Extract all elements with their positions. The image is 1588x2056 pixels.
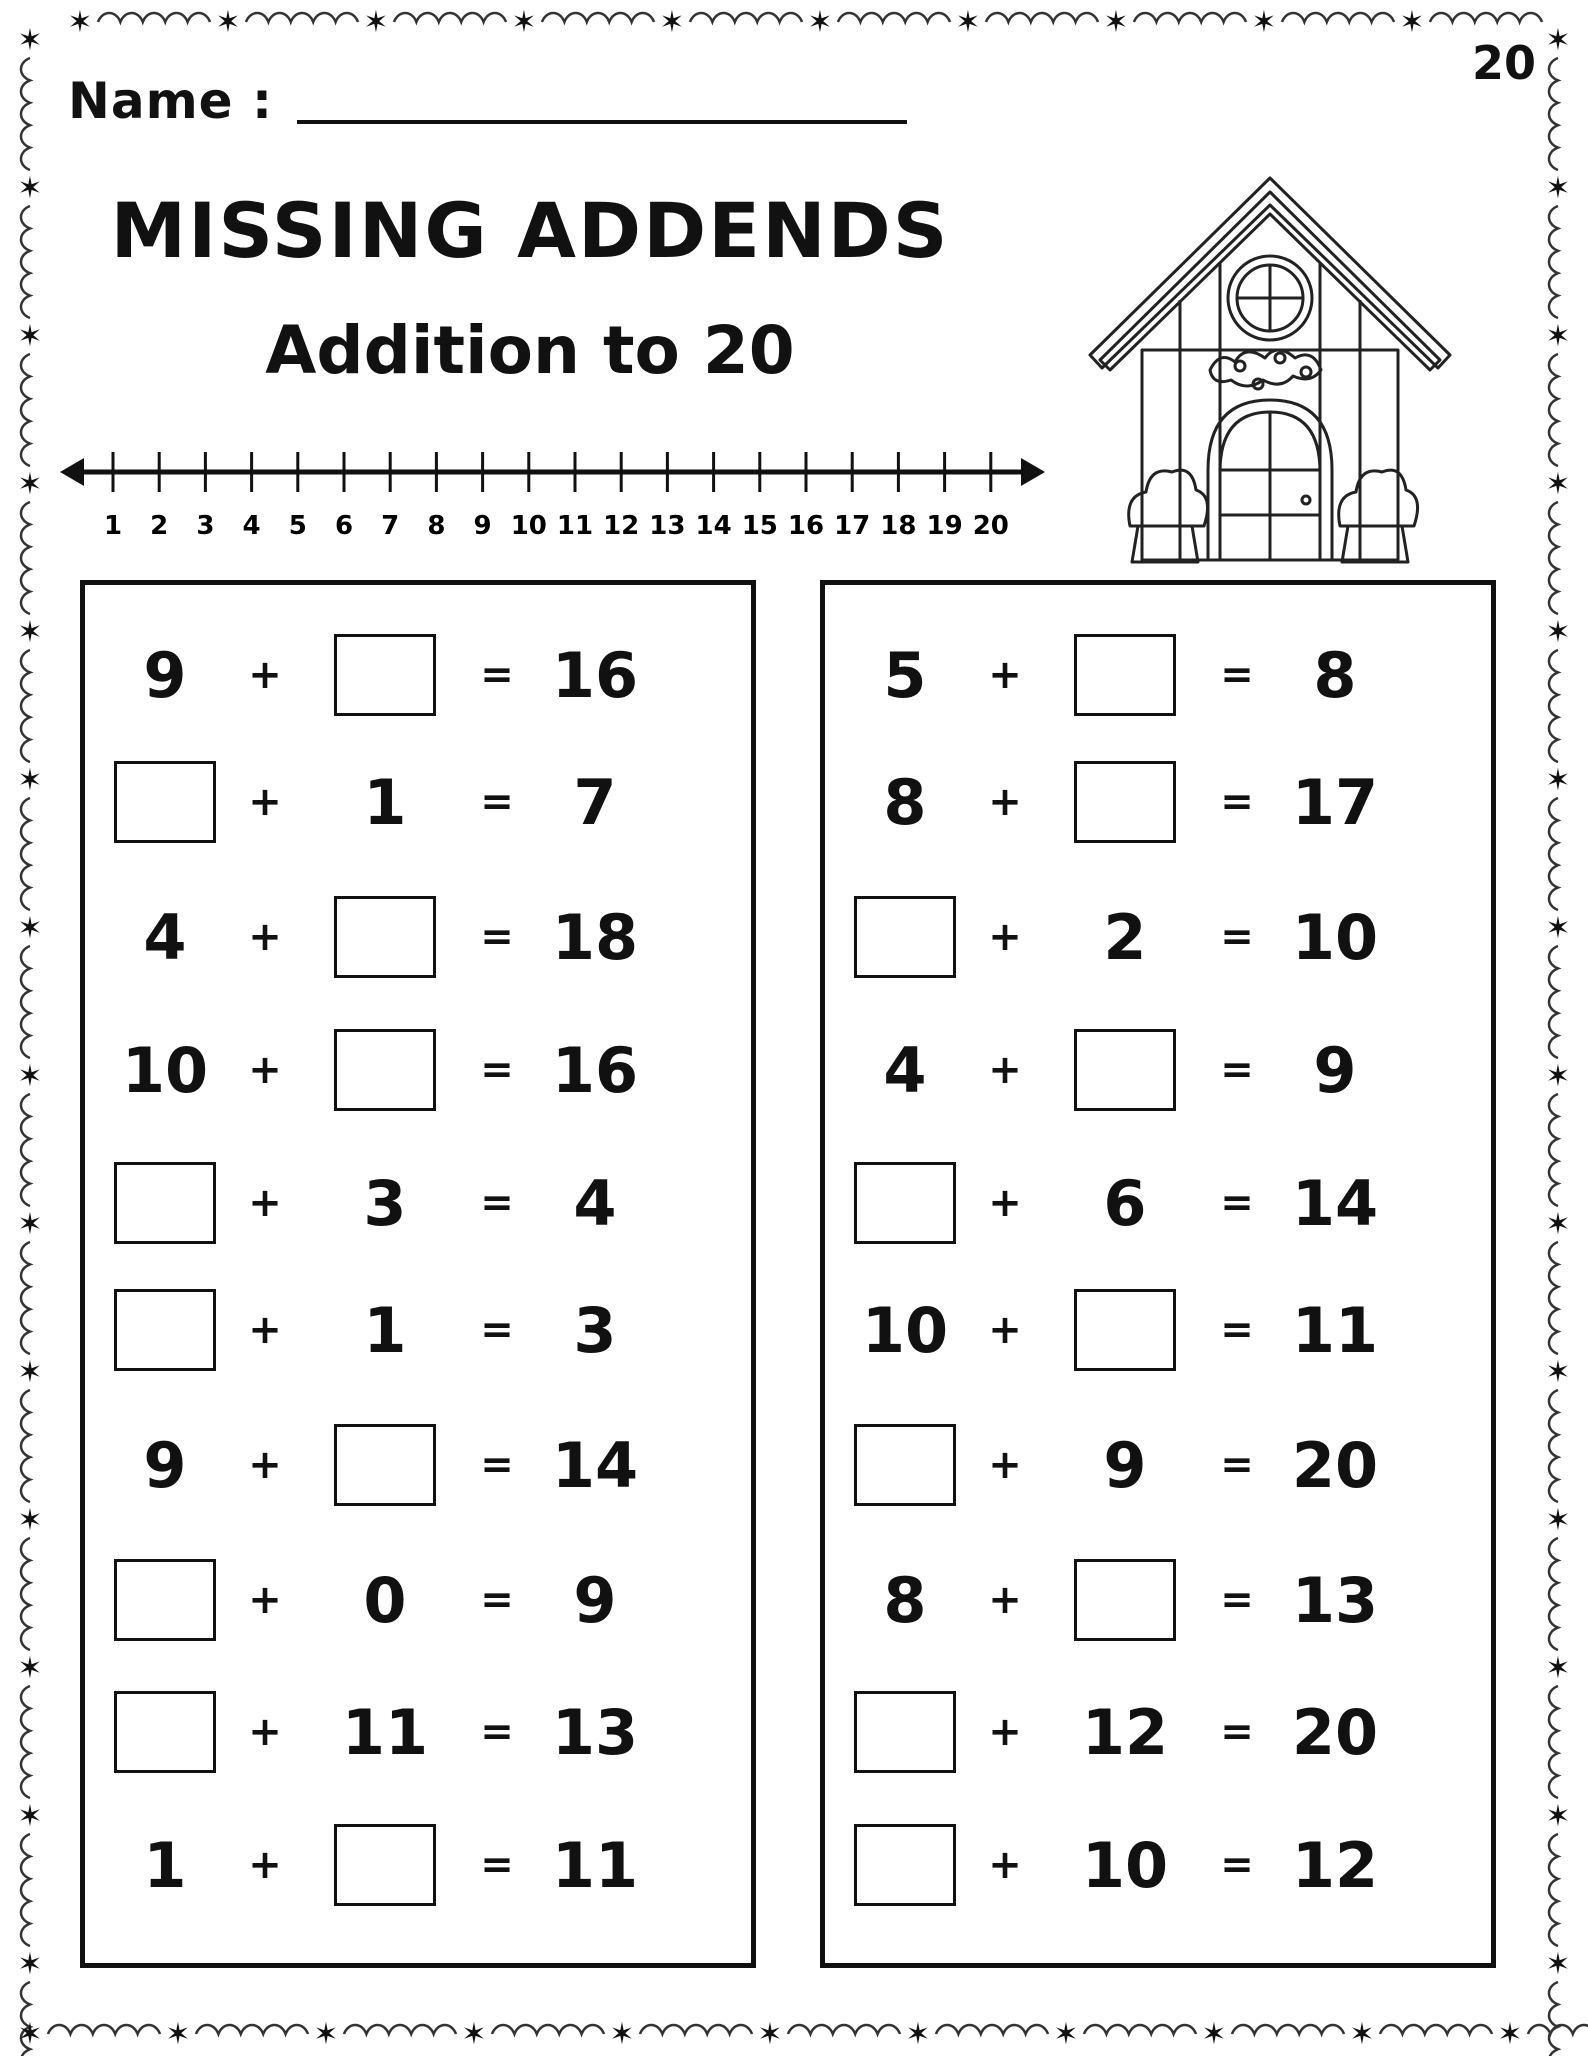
- scallop-border: [21, 1242, 30, 1354]
- star-icon: ✶: [215, 5, 241, 40]
- scallop-border: [1282, 13, 1394, 22]
- equation-row: [85, 1555, 751, 1645]
- star-icon: ✶: [659, 5, 685, 40]
- answer-box[interactable]: [114, 1285, 216, 1375]
- sum-value: 20: [1291, 1428, 1379, 1502]
- sum-value: 11: [1291, 1293, 1379, 1367]
- scallop-border: [48, 2025, 160, 2034]
- addend-one: 10: [861, 1293, 949, 1367]
- number-line-label: 4: [242, 511, 261, 541]
- answer-box[interactable]: [114, 757, 216, 847]
- star-icon: ✶: [1497, 2017, 1523, 2052]
- scallop-border: [1549, 946, 1558, 1058]
- scallop-border: [1084, 2025, 1196, 2034]
- blank-box[interactable]: [114, 1691, 216, 1773]
- scallop-border: [1549, 502, 1558, 614]
- equation-row: [85, 1025, 751, 1115]
- addend-one: 8: [883, 1563, 927, 1637]
- star-icon: ✶: [17, 1651, 43, 1686]
- scallop-border: [1549, 1538, 1558, 1650]
- star-icon: ✶: [165, 2017, 191, 2052]
- addend-one: 10: [121, 1033, 209, 1107]
- equals-sign: =: [1220, 1442, 1254, 1488]
- star-icon: ✶: [1545, 1355, 1571, 1390]
- star-icon: ✶: [1545, 171, 1571, 206]
- number-line-label: 3: [196, 511, 215, 541]
- addend-one: 5: [883, 638, 927, 712]
- answer-box[interactable]: [114, 1158, 216, 1248]
- addend-two: 6: [1103, 1166, 1147, 1240]
- equals-sign: =: [480, 1842, 514, 1888]
- scallop-border: [492, 2025, 604, 2034]
- star-icon: ✶: [1545, 763, 1571, 798]
- star-icon: ✶: [1545, 1503, 1571, 1538]
- scallop-border: [640, 2025, 752, 2034]
- addend-two: 10: [1081, 1828, 1169, 1902]
- plus-sign: +: [988, 652, 1022, 698]
- number-line-label: 8: [427, 511, 446, 541]
- blank-box[interactable]: [854, 1824, 956, 1906]
- equals-sign: =: [1220, 1180, 1254, 1226]
- star-icon: ✶: [17, 2017, 43, 2052]
- blank-box[interactable]: [854, 1424, 956, 1506]
- scallop-border: [838, 13, 950, 22]
- scallop-border: [788, 2025, 900, 2034]
- equation-row: [825, 1158, 1491, 1248]
- addend-two: 1: [363, 1293, 407, 1367]
- worksheet-subtitle: Addition to 20: [265, 312, 795, 389]
- equation-row: [85, 757, 751, 847]
- scallop-border: [21, 1094, 30, 1206]
- answer-box[interactable]: [854, 1420, 956, 1510]
- addend-two: 9: [1103, 1428, 1147, 1502]
- addend-one: 4: [883, 1033, 927, 1107]
- blank-box[interactable]: [854, 1691, 956, 1773]
- blank-box[interactable]: [1074, 761, 1176, 843]
- star-icon: ✶: [17, 1355, 43, 1390]
- star-icon: ✶: [17, 1059, 43, 1094]
- answer-box[interactable]: [334, 1820, 436, 1910]
- blank-box[interactable]: [1074, 1029, 1176, 1111]
- scallop-border: [21, 1538, 30, 1650]
- sum-value: 8: [1313, 638, 1357, 712]
- blank-box[interactable]: [1074, 1289, 1176, 1371]
- right-arrow-icon: [1021, 458, 1045, 486]
- name-field[interactable]: [297, 120, 907, 124]
- number-line-label: 14: [695, 511, 732, 541]
- star-icon: ✶: [955, 5, 981, 40]
- scallop-border: [344, 2025, 456, 2034]
- blank-box[interactable]: [114, 1289, 216, 1371]
- sum-value: 7: [573, 765, 617, 839]
- scallop-border: [394, 13, 506, 22]
- equation-row: [825, 630, 1491, 720]
- star-icon: ✶: [1053, 2017, 1079, 2052]
- addend-one: 8: [883, 765, 927, 839]
- answer-box[interactable]: [1074, 1025, 1176, 1115]
- star-icon: ✶: [511, 5, 537, 40]
- star-icon: ✶: [17, 467, 43, 502]
- sum-value: 16: [551, 1033, 639, 1107]
- number-line: [60, 440, 1050, 550]
- sum-value: 16: [551, 638, 639, 712]
- scallop-border: [1549, 1982, 1558, 2056]
- scallop-border: [1380, 2025, 1492, 2034]
- scallop-border: [1549, 1686, 1558, 1798]
- star-icon: ✶: [1545, 467, 1571, 502]
- answer-box[interactable]: [854, 1820, 956, 1910]
- scallop-border: [21, 1686, 30, 1798]
- sum-value: 14: [1291, 1166, 1379, 1240]
- equation-row: [85, 1285, 751, 1375]
- star-icon: ✶: [1545, 911, 1571, 946]
- addend-one: 9: [143, 638, 187, 712]
- plus-sign: +: [248, 1442, 282, 1488]
- equation-row: [85, 1420, 751, 1510]
- equals-sign: =: [480, 1577, 514, 1623]
- plus-sign: +: [248, 1307, 282, 1353]
- number-line-label: 15: [741, 511, 778, 541]
- sum-value: 20: [1291, 1695, 1379, 1769]
- star-icon: ✶: [17, 1799, 43, 1834]
- blank-box[interactable]: [1074, 1559, 1176, 1641]
- scallop-border: [542, 13, 654, 22]
- star-icon: ✶: [461, 2017, 487, 2052]
- scallop-border: [1549, 354, 1558, 466]
- equals-sign: =: [480, 914, 514, 960]
- plus-sign: +: [248, 1577, 282, 1623]
- answer-box[interactable]: [334, 630, 436, 720]
- blank-box[interactable]: [114, 761, 216, 843]
- sum-value: 12: [1291, 1828, 1379, 1902]
- addend-one: 9: [143, 1428, 187, 1502]
- star-icon: ✶: [17, 171, 43, 206]
- number-line-label: 11: [556, 511, 594, 541]
- answer-box[interactable]: [334, 892, 436, 982]
- plus-sign: +: [988, 1842, 1022, 1888]
- sum-value: 18: [551, 900, 639, 974]
- blank-box[interactable]: [334, 1424, 436, 1506]
- blank-box[interactable]: [854, 896, 956, 978]
- scallop-border: [21, 1390, 30, 1502]
- number-line-label: 17: [834, 511, 871, 541]
- blank-box[interactable]: [854, 1162, 956, 1244]
- equation-row: [825, 1820, 1491, 1910]
- star-icon: ✶: [1103, 5, 1129, 40]
- equals-sign: =: [1220, 1842, 1254, 1888]
- equation-row: [85, 1820, 751, 1910]
- scallop-border: [1549, 206, 1558, 318]
- equation-row: [825, 757, 1491, 847]
- answer-box[interactable]: [114, 1555, 216, 1645]
- star-icon: ✶: [1251, 5, 1277, 40]
- number-line-label: 18: [880, 511, 917, 541]
- scallop-border: [1232, 2025, 1344, 2034]
- blank-box[interactable]: [334, 1029, 436, 1111]
- plus-sign: +: [988, 779, 1022, 825]
- blank-box[interactable]: [334, 634, 436, 716]
- worksheet-title: MISSING ADDENDS: [110, 186, 950, 275]
- number-line-label: 2: [150, 511, 169, 541]
- equation-row: [85, 892, 751, 982]
- scallop-border: [21, 1834, 30, 1946]
- equals-sign: =: [480, 1180, 514, 1226]
- star-icon: ✶: [17, 23, 43, 58]
- scallop-border: [1430, 13, 1542, 22]
- equation-row: [85, 630, 751, 720]
- star-icon: ✶: [1545, 23, 1571, 58]
- blank-box[interactable]: [114, 1559, 216, 1641]
- equals-sign: =: [1220, 914, 1254, 960]
- star-icon: ✶: [363, 5, 389, 40]
- star-icon: ✶: [67, 5, 93, 40]
- blank-box[interactable]: [114, 1162, 216, 1244]
- addend-two: 3: [363, 1166, 407, 1240]
- answer-box[interactable]: [854, 892, 956, 982]
- equation-row: [825, 1687, 1491, 1777]
- equals-sign: =: [480, 1307, 514, 1353]
- problems-panel-left: [80, 580, 756, 1968]
- equation-row: [85, 1687, 751, 1777]
- equals-sign: =: [480, 1709, 514, 1755]
- sum-value: 17: [1291, 765, 1379, 839]
- scallop-border: [246, 13, 358, 22]
- scallop-border: [1549, 1094, 1558, 1206]
- plus-sign: +: [988, 1709, 1022, 1755]
- number-line-label: 20: [972, 511, 1009, 541]
- plus-sign: +: [988, 1442, 1022, 1488]
- answer-box[interactable]: [854, 1687, 956, 1777]
- plus-sign: +: [988, 1047, 1022, 1093]
- addend-two: 12: [1081, 1695, 1169, 1769]
- equals-sign: =: [480, 1442, 514, 1488]
- star-icon: ✶: [17, 615, 43, 650]
- equals-sign: =: [1220, 1047, 1254, 1093]
- addend-one: 4: [143, 900, 187, 974]
- sum-value: 3: [573, 1293, 617, 1367]
- star-icon: ✶: [17, 1503, 43, 1538]
- equals-sign: =: [1220, 652, 1254, 698]
- number-line-label: 7: [381, 511, 400, 541]
- answer-box[interactable]: [1074, 1285, 1176, 1375]
- number-line-label: 19: [926, 511, 963, 541]
- plus-sign: +: [988, 1180, 1022, 1226]
- answer-box[interactable]: [1074, 1555, 1176, 1645]
- scallop-border: [1549, 650, 1558, 762]
- sum-value: 11: [551, 1828, 639, 1902]
- scallop-border: [1134, 13, 1246, 22]
- equation-row: [85, 1158, 751, 1248]
- scallop-border: [1549, 1390, 1558, 1502]
- sum-value: 9: [1313, 1033, 1357, 1107]
- number-line-label: 10: [510, 511, 547, 541]
- scallop-border: [690, 13, 802, 22]
- plus-sign: +: [248, 1842, 282, 1888]
- name-row: [68, 72, 907, 130]
- scallop-border: [21, 946, 30, 1058]
- problems-panel-right: [820, 580, 1496, 1968]
- equals-sign: =: [1220, 779, 1254, 825]
- scallop-border: [1549, 798, 1558, 910]
- star-icon: ✶: [1545, 319, 1571, 354]
- scallop-border: [98, 13, 210, 22]
- star-icon: ✶: [1399, 5, 1425, 40]
- addend-two: 0: [363, 1563, 407, 1637]
- sum-value: 14: [551, 1428, 639, 1502]
- scallop-border: [1549, 58, 1558, 170]
- answer-box[interactable]: [1074, 630, 1176, 720]
- left-arrow-icon: [60, 458, 84, 486]
- equation-row: [825, 1025, 1491, 1115]
- star-icon: ✶: [1545, 1947, 1571, 1982]
- blank-box[interactable]: [334, 1824, 436, 1906]
- scallop-border: [196, 2025, 308, 2034]
- star-icon: ✶: [1545, 1059, 1571, 1094]
- answer-box[interactable]: [114, 1687, 216, 1777]
- star-icon: ✶: [17, 763, 43, 798]
- number-line-label: 16: [787, 511, 825, 541]
- scallop-border: [21, 502, 30, 614]
- star-icon: ✶: [17, 911, 43, 946]
- star-icon: ✶: [1545, 1799, 1571, 1834]
- equation-row: [825, 1555, 1491, 1645]
- addend-two: 1: [363, 765, 407, 839]
- blank-box[interactable]: [334, 896, 436, 978]
- equals-sign: =: [480, 652, 514, 698]
- equals-sign: =: [1220, 1577, 1254, 1623]
- plus-sign: +: [248, 1709, 282, 1755]
- scallop-border: [21, 798, 30, 910]
- equals-sign: =: [1220, 1307, 1254, 1353]
- plus-sign: +: [248, 914, 282, 960]
- star-icon: ✶: [17, 1207, 43, 1242]
- equation-row: [825, 892, 1491, 982]
- equals-sign: =: [1220, 1709, 1254, 1755]
- equals-sign: =: [480, 1047, 514, 1093]
- number-line-label: 13: [649, 511, 686, 541]
- addend-two: 11: [341, 1695, 429, 1769]
- plus-sign: +: [988, 914, 1022, 960]
- sum-value: 4: [573, 1166, 617, 1240]
- number-line-label: 6: [334, 511, 354, 541]
- plus-sign: +: [248, 1047, 282, 1093]
- star-icon: ✶: [1349, 2017, 1375, 2052]
- scallop-border: [936, 2025, 1048, 2034]
- plus-sign: +: [248, 779, 282, 825]
- number-line-label: 5: [288, 511, 307, 541]
- sum-value: 13: [551, 1695, 639, 1769]
- star-icon: ✶: [17, 319, 43, 354]
- page-number: 20: [1471, 36, 1536, 90]
- sum-value: 9: [573, 1563, 617, 1637]
- addend-two: 2: [1103, 900, 1147, 974]
- name-label: Name :: [68, 72, 273, 130]
- number-line-label: 9: [473, 511, 492, 541]
- star-icon: ✶: [757, 2017, 783, 2052]
- star-icon: ✶: [1545, 1207, 1571, 1242]
- star-icon: ✶: [905, 2017, 931, 2052]
- plus-sign: +: [988, 1577, 1022, 1623]
- plus-sign: +: [248, 652, 282, 698]
- sum-value: 13: [1291, 1563, 1379, 1637]
- scallop-border: [21, 650, 30, 762]
- scallop-border: [986, 13, 1098, 22]
- answer-box[interactable]: [334, 1025, 436, 1115]
- blank-box[interactable]: [1074, 634, 1176, 716]
- scallop-border: [1549, 1834, 1558, 1946]
- plus-sign: +: [248, 1180, 282, 1226]
- house-illustration: [1080, 170, 1460, 570]
- number-line-label: 12: [603, 511, 640, 541]
- star-icon: ✶: [609, 2017, 635, 2052]
- star-icon: ✶: [1201, 2017, 1227, 2052]
- scallop-border: [1549, 1242, 1558, 1354]
- star-icon: ✶: [1545, 615, 1571, 650]
- addend-one: 1: [143, 1828, 187, 1902]
- plus-sign: +: [988, 1307, 1022, 1353]
- answer-box[interactable]: [334, 1420, 436, 1510]
- star-icon: ✶: [807, 5, 833, 40]
- equals-sign: =: [480, 779, 514, 825]
- equation-row: [825, 1420, 1491, 1510]
- star-icon: ✶: [1545, 1651, 1571, 1686]
- answer-box[interactable]: [854, 1158, 956, 1248]
- sum-value: 10: [1291, 900, 1379, 974]
- equation-row: [825, 1285, 1491, 1375]
- scallop-border: [21, 58, 30, 170]
- answer-box[interactable]: [1074, 757, 1176, 847]
- star-icon: ✶: [17, 1947, 43, 1982]
- number-line-label: 1: [103, 511, 123, 541]
- star-icon: ✶: [313, 2017, 339, 2052]
